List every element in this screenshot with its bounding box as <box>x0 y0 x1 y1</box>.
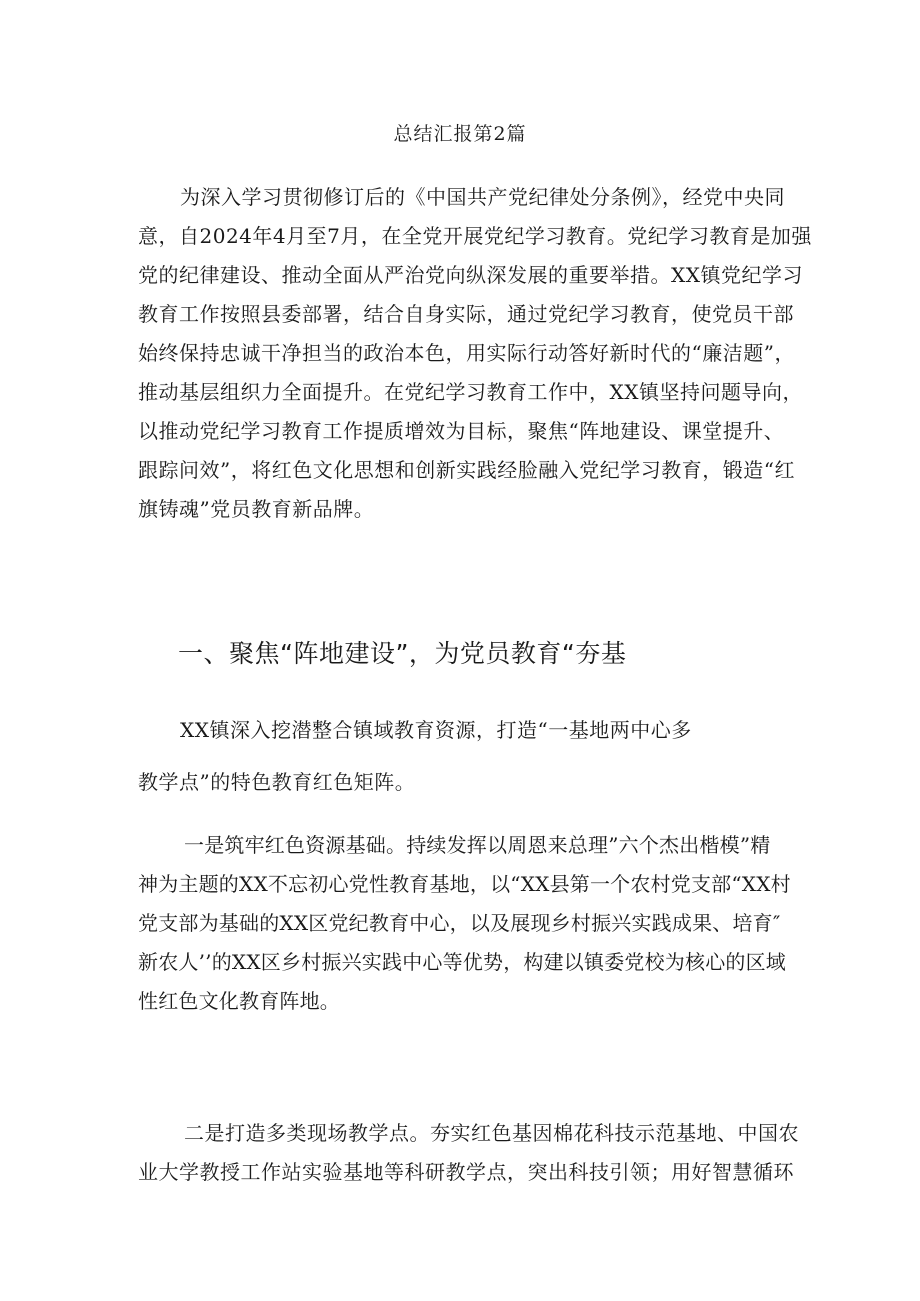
document-title: 总结汇报第2篇 <box>393 123 527 145</box>
point-one-line: 性红色文化教育阵地。 <box>138 989 340 1013</box>
point-one-paragraph <box>138 826 790 1021</box>
point-two-line: 二是打造多类现场教学点。夯实红色基因棉花科技示范基地、中国农 <box>184 1121 799 1145</box>
section-intro-line: 教学点”的特色教育红色矩阵。 <box>138 770 416 794</box>
intro-line: 旗铸魂”党员教育新品牌。 <box>138 497 375 521</box>
section-intro-line: XX镇深入挖潜整合镇域教育资源，打造“一基地两中心多 <box>180 718 692 742</box>
intro-line: 以推动党纪学习教育工作提质增效为目标，聚焦“阵地建设、课堂提升、 <box>138 419 785 443</box>
intro-line: 推动基层组织力全面提升。在党纪学习教育工作中，XX镇坚持问题导向， <box>138 380 803 404</box>
intro-paragraph <box>138 178 812 529</box>
point-one-line: 新农人’’的XX区乡村振兴实践中心等优势，构建以镇委党校为核心的区域 <box>138 950 786 974</box>
section-intro-paragraph <box>138 704 790 808</box>
intro-line: 为深入学习贯彻修订后的《中国共产党纪律处分条例》，经党中央同 <box>180 185 785 209</box>
intro-line: 意，自2024年4月至7月，在全党开展党纪学习教育。党纪学习教育是加强 <box>138 224 812 248</box>
point-one-line: 一是筑牢红色资源基础。持续发挥以周恩来总理”六个杰出楷模”精 <box>184 833 771 857</box>
intro-line: 党的纪律建设、推动全面从严治党向纵深发展的重要举措。XX镇党纪学习 <box>138 263 803 287</box>
intro-line: 教育工作按照县委部署，结合自身实际，通过党纪学习教育，使党员干部 <box>138 302 794 326</box>
intro-line: 始终保持忠诚干净担当的政治本色，用实际行动答好新时代的“廉洁题”， <box>138 341 795 365</box>
point-one-line: 神为主题的XX不忘初心党性教育基地，以“XX县第一个农村党支部“XX村 <box>138 872 791 896</box>
point-two-paragraph <box>138 1114 799 1192</box>
section-heading: 一、聚焦“阵地建设”，为党员教育“夯基 <box>178 639 627 668</box>
point-two-line: 业大学教授工作站实验基地等科研教学点，突出科技引领；用好智慧循环 <box>138 1160 794 1184</box>
intro-line: 跟踪问效”，将红色文化思想和创新实践经脸融入党纪学习教育，锻造“红 <box>138 458 795 482</box>
point-one-line: 党支部为基础的XX区党纪教育中心，以及展现乡村振兴实践成果、培育″ <box>138 911 781 935</box>
